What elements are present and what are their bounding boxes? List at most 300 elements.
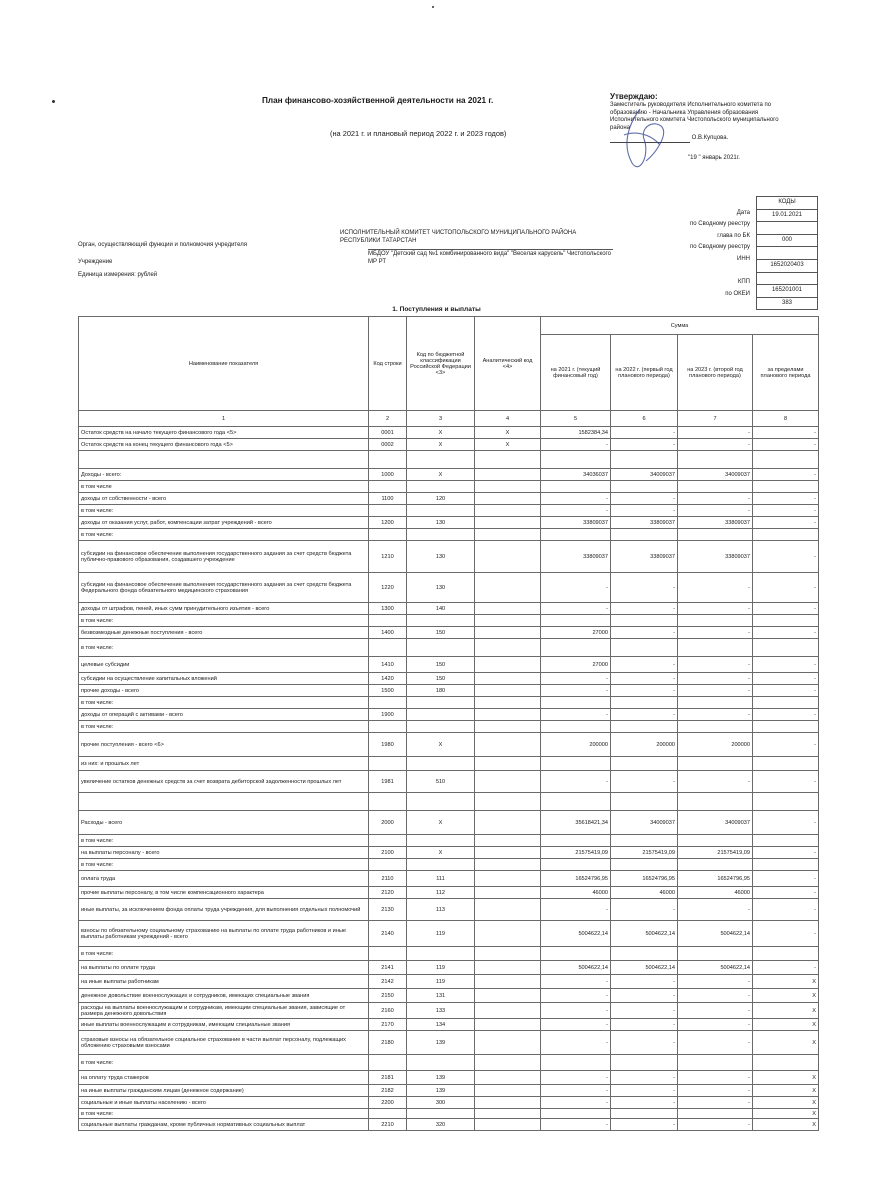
table-row xyxy=(79,505,819,517)
cell-v3 xyxy=(678,947,753,961)
column-numbers-row xyxy=(79,411,819,427)
cell-v3: - xyxy=(678,603,753,615)
cell-v1 xyxy=(541,697,611,709)
cell-v1: - xyxy=(541,1097,611,1109)
cell-v3: - xyxy=(678,427,753,439)
approval-date: "19 " январь 2021г. xyxy=(688,154,740,161)
table-row xyxy=(79,847,819,859)
cell-name: социальные выплаты гражданам, кроме публичных нормативных социальных выплат xyxy=(79,1119,369,1131)
cell-v2: - xyxy=(611,627,678,639)
cell-name: на оплату труда стажеров xyxy=(79,1071,369,1085)
cell-an xyxy=(475,493,541,505)
cell-bk: 120 xyxy=(407,493,475,505)
cell-v3: - xyxy=(678,1119,753,1131)
cell-code xyxy=(369,451,407,469)
cell-an xyxy=(475,1119,541,1131)
cell-v1: - xyxy=(541,673,611,685)
cell-v1: - xyxy=(541,505,611,517)
institution-label: Учреждение xyxy=(78,259,113,265)
cell-code: 2181 xyxy=(369,1071,407,1085)
table-row xyxy=(79,1031,819,1055)
cell-code: 2130 xyxy=(369,899,407,921)
table-row xyxy=(79,657,819,673)
reestr-label: по Сводному реестру xyxy=(690,221,750,228)
kpp-value: 165201001 xyxy=(756,285,818,298)
cell-v3 xyxy=(678,793,753,811)
cell-code xyxy=(369,505,407,517)
table-row xyxy=(79,961,819,975)
cell-code: 2160 xyxy=(369,1003,407,1019)
cell-bk xyxy=(407,859,475,871)
cell-v4: - xyxy=(753,541,819,573)
cell-v1: - xyxy=(541,1019,611,1031)
cell-an xyxy=(475,639,541,657)
cell-name: взносы по обязательному социальному страхованию на выплаты по оплате труда работников и иные выплаты работникам учреждений - всего xyxy=(79,921,369,947)
cell-v1: - xyxy=(541,603,611,615)
cell-code: 2150 xyxy=(369,989,407,1003)
cell-an xyxy=(475,1003,541,1019)
cell-code: 1900 xyxy=(369,709,407,721)
cell-v2: 34009037 xyxy=(611,811,678,835)
cell-bk: 131 xyxy=(407,989,475,1003)
cell-bk xyxy=(407,793,475,811)
cell-name: Доходы - всего: xyxy=(79,469,369,481)
cell-v1 xyxy=(541,757,611,771)
institution-value: МБДОУ "Детский сад №1 комбинированного вида" "Веселая карусель" Чистопольского МР РТ xyxy=(368,249,613,266)
cell-an xyxy=(475,859,541,871)
cell-v2: - xyxy=(611,439,678,451)
cell-an xyxy=(475,1085,541,1097)
cell-v4: Х xyxy=(753,1097,819,1109)
cell-v4: - xyxy=(753,603,819,615)
cell-an xyxy=(475,1097,541,1109)
cell-bk: 119 xyxy=(407,975,475,989)
cell-v2: - xyxy=(611,603,678,615)
cell-name: в том числе: xyxy=(79,1055,369,1071)
cell-v2: - xyxy=(611,657,678,673)
cell-v2: 200000 xyxy=(611,733,678,757)
cell-v4 xyxy=(753,757,819,771)
date-label: Дата xyxy=(736,209,750,216)
cell-name: в том числе: xyxy=(79,1109,369,1119)
cell-v2: - xyxy=(611,1119,678,1131)
cell-name: на выплаты персоналу - всего xyxy=(79,847,369,859)
cell-bk: 134 xyxy=(407,1019,475,1031)
cell-v1 xyxy=(541,721,611,733)
cell-v4: - xyxy=(753,811,819,835)
table-row xyxy=(79,887,819,899)
cell-v1: - xyxy=(541,573,611,603)
cell-code: 1400 xyxy=(369,627,407,639)
cell-bk: Х xyxy=(407,439,475,451)
cell-v3 xyxy=(678,639,753,657)
cell-bk: 139 xyxy=(407,1085,475,1097)
inn-value: 1652020403 xyxy=(756,260,818,273)
cell-code: 1200 xyxy=(369,517,407,529)
table-row xyxy=(79,871,819,887)
cell-code xyxy=(369,835,407,847)
cell-v1: - xyxy=(541,685,611,697)
cell-v4: - xyxy=(753,493,819,505)
document-subtitle: (на 2021 г. и плановый период 2022 г. и 2023 годов) xyxy=(330,129,507,138)
cell-v3 xyxy=(678,835,753,847)
cell-v3: - xyxy=(678,1031,753,1055)
cell-v4: Х xyxy=(753,975,819,989)
founder-value: ИСПОЛНИТЕЛЬНЫЙ КОМИТЕТ ЧИСТОПОЛЬСКОГО МУНИЦИПАЛЬНОГО РАЙОНА РЕСПУБЛИКИ ТАТАРСТАН xyxy=(340,230,577,244)
cell-v3: 34009037 xyxy=(678,811,753,835)
cell-v1: 1582384,34 xyxy=(541,427,611,439)
cell-v1: - xyxy=(541,1085,611,1097)
cell-bk xyxy=(407,481,475,493)
cell-v2: - xyxy=(611,709,678,721)
cell-name: прочие доходы - всего xyxy=(79,685,369,697)
cell-v4: - xyxy=(753,961,819,975)
cell-bk: 133 xyxy=(407,1003,475,1019)
cell-name: доходы от операций с активами - всего xyxy=(79,709,369,721)
cell-name: иные выплаты военнослужащим и сотрудникам, имеющим специальные звания xyxy=(79,1019,369,1031)
cell-v4: - xyxy=(753,627,819,639)
cell-v2: - xyxy=(611,505,678,517)
cell-bk xyxy=(407,1055,475,1071)
cell-v3 xyxy=(678,615,753,627)
cell-v3: - xyxy=(678,505,753,517)
table-row xyxy=(79,1085,819,1097)
table-row xyxy=(79,835,819,847)
cell-name: доходы от собственности - всего xyxy=(79,493,369,505)
cell-code xyxy=(369,529,407,541)
cell-bk: 112 xyxy=(407,887,475,899)
cell-v1: - xyxy=(541,439,611,451)
cell-v3: - xyxy=(678,1097,753,1109)
table-row xyxy=(79,1109,819,1119)
cell-an xyxy=(475,1071,541,1085)
header-2022: на 2022 г. (первый год планового периода) xyxy=(611,335,678,411)
cell-code: 2210 xyxy=(369,1119,407,1131)
cell-name: безвозмездные денежные поступления - всего xyxy=(79,627,369,639)
cell-v2 xyxy=(611,697,678,709)
cell-bk: 180 xyxy=(407,685,475,697)
cell-code: 1420 xyxy=(369,673,407,685)
cell-v2: - xyxy=(611,771,678,793)
cell-name: субсидии на финансовое обеспечение выполнения государственного задания за счет средств бюджета Федерального фонда обязательного медицинского страхования xyxy=(79,573,369,603)
cell-v2 xyxy=(611,639,678,657)
reestr-value xyxy=(756,247,818,260)
cell-v2: - xyxy=(611,685,678,697)
header-2021: на 2021 г. (текущий финансовый год) xyxy=(541,335,611,411)
cell-v4 xyxy=(753,529,819,541)
cell-bk xyxy=(407,639,475,657)
cell-v2: 33809037 xyxy=(611,541,678,573)
cell-an: Х xyxy=(475,439,541,451)
cell-an xyxy=(475,451,541,469)
cell-bk xyxy=(407,529,475,541)
cell-code: 1300 xyxy=(369,603,407,615)
cell-v4: Х xyxy=(753,1071,819,1085)
cell-v1: 33809037 xyxy=(541,517,611,529)
table-row xyxy=(79,481,819,493)
cell-v1: 33809037 xyxy=(541,541,611,573)
table-row xyxy=(79,1019,819,1031)
cell-code xyxy=(369,859,407,871)
cell-v2: - xyxy=(611,1019,678,1031)
cell-v3 xyxy=(678,757,753,771)
okei-value: 383 xyxy=(756,298,818,311)
cell-bk: Х xyxy=(407,733,475,757)
cell-v1: - xyxy=(541,709,611,721)
cell-code: 1000 xyxy=(369,469,407,481)
cell-v2 xyxy=(611,1055,678,1071)
cell-v2: - xyxy=(611,573,678,603)
cell-v3: 33809037 xyxy=(678,541,753,573)
cell-an xyxy=(475,709,541,721)
cell-bk: 320 xyxy=(407,1119,475,1131)
cell-v4 xyxy=(753,1055,819,1071)
cell-bk xyxy=(407,835,475,847)
cell-v2: - xyxy=(611,1071,678,1085)
cell-v4: Х xyxy=(753,1119,819,1131)
cell-v4: - xyxy=(753,847,819,859)
handwritten-signature xyxy=(610,105,670,175)
cell-v2: 46000 xyxy=(611,887,678,899)
table-row xyxy=(79,733,819,757)
cell-bk xyxy=(407,947,475,961)
cell-bk: Х xyxy=(407,469,475,481)
cell-an xyxy=(475,887,541,899)
empty-code xyxy=(756,273,818,286)
cell-code: 0002 xyxy=(369,439,407,451)
cell-v1 xyxy=(541,1109,611,1119)
cell-v3: - xyxy=(678,1071,753,1085)
table-row xyxy=(79,685,819,697)
cell-v3: 5004622,14 xyxy=(678,921,753,947)
cell-an xyxy=(475,1109,541,1119)
cell-v2: - xyxy=(611,1031,678,1055)
table-row xyxy=(79,793,819,811)
cell-name: субсидии на финансовое обеспечение выполнения государственного задания за счет средств бюджета публично-правового образования, создавшего учреждение xyxy=(79,541,369,573)
cell-bk: Х xyxy=(407,427,475,439)
cell-name: на иные выплаты работникам xyxy=(79,975,369,989)
approval-line: Заместитель руководителя Исполнительного комитета по xyxy=(610,102,772,108)
cell-v3: - xyxy=(678,1085,753,1097)
cell-v3: - xyxy=(678,685,753,697)
cell-v3 xyxy=(678,481,753,493)
cell-an xyxy=(475,733,541,757)
cell-v4: Х xyxy=(753,1003,819,1019)
cell-v1 xyxy=(541,793,611,811)
table-row xyxy=(79,603,819,615)
cell-code: 2142 xyxy=(369,975,407,989)
table-row xyxy=(79,899,819,921)
cell-an xyxy=(475,685,541,697)
cell-bk: 113 xyxy=(407,899,475,921)
codes-header: КОДЫ xyxy=(756,196,818,210)
cell-v1 xyxy=(541,529,611,541)
glava-label: глава по БК xyxy=(717,232,750,239)
cell-v1: 21575419,09 xyxy=(541,847,611,859)
cell-v2: - xyxy=(611,493,678,505)
cell-v2 xyxy=(611,1109,678,1119)
table-row xyxy=(79,439,819,451)
cell-name: в том числе: xyxy=(79,529,369,541)
codes-labels xyxy=(620,196,752,300)
cell-v2: - xyxy=(611,899,678,921)
cell-an xyxy=(475,899,541,921)
cell-an xyxy=(475,1019,541,1031)
cell-v3: - xyxy=(678,899,753,921)
cell-v1 xyxy=(541,947,611,961)
cell-bk: 130 xyxy=(407,541,475,573)
cell-v4: - xyxy=(753,709,819,721)
cell-name: из них: и прошлых лет xyxy=(79,757,369,771)
cell-bk: 119 xyxy=(407,921,475,947)
cell-name: в том числе: xyxy=(79,639,369,657)
column-number: 4 xyxy=(475,411,541,427)
cell-v1: 5004622,14 xyxy=(541,961,611,975)
cell-v3: 200000 xyxy=(678,733,753,757)
cell-an xyxy=(475,529,541,541)
cell-bk: 510 xyxy=(407,771,475,793)
cell-name: доходы от штрафов, пеней, иных сумм принудительного изъятия - всего xyxy=(79,603,369,615)
cell-name: на выплаты по оплате труда xyxy=(79,961,369,975)
cell-v3: - xyxy=(678,493,753,505)
cell-v4: Х xyxy=(753,1019,819,1031)
cell-v3: - xyxy=(678,1019,753,1031)
cell-an xyxy=(475,989,541,1003)
cell-bk: 300 xyxy=(407,1097,475,1109)
cell-v2: 33809037 xyxy=(611,517,678,529)
glava-value: 000 xyxy=(756,235,818,248)
cell-v4: - xyxy=(753,673,819,685)
date-value: 19.01.2021 xyxy=(756,210,818,223)
cell-bk: 140 xyxy=(407,603,475,615)
cell-name: субсидии на осуществление капитальных вложений xyxy=(79,673,369,685)
section-title: 1. Поступления и выплаты xyxy=(392,306,481,313)
header-analytic-code: Аналитический код <4> xyxy=(475,317,541,411)
table-row xyxy=(79,451,819,469)
cell-v1: - xyxy=(541,1003,611,1019)
cell-code: 2110 xyxy=(369,871,407,887)
cell-an xyxy=(475,481,541,493)
cell-name: расходы на выплаты военнослужащим и сотрудникам, имеющим специальные звания, зависящие от размера денежного довольствия xyxy=(79,1003,369,1019)
approval-heading: Утверждаю: xyxy=(610,92,658,101)
cell-v3: - xyxy=(678,627,753,639)
cell-bk xyxy=(407,451,475,469)
column-number: 8 xyxy=(753,411,819,427)
reestr-label: по Сводному реестру xyxy=(690,244,750,251)
cell-v2 xyxy=(611,793,678,811)
cell-v4: - xyxy=(753,771,819,793)
cell-v4: - xyxy=(753,657,819,673)
cell-v4 xyxy=(753,947,819,961)
cell-v1 xyxy=(541,859,611,871)
cell-v3: 21575419,09 xyxy=(678,847,753,859)
table-row xyxy=(79,811,819,835)
header-beyond: за пределами планового периода xyxy=(753,335,819,411)
cell-name: прочие выплаты персоналу, в том числе компенсационного характера xyxy=(79,887,369,899)
cell-code: 2000 xyxy=(369,811,407,835)
cell-an xyxy=(475,627,541,639)
cell-name: на иные выплаты гражданским лицам (денежное содержание) xyxy=(79,1085,369,1097)
table-row xyxy=(79,469,819,481)
cell-an xyxy=(475,835,541,847)
cell-bk xyxy=(407,721,475,733)
cell-v2: - xyxy=(611,1085,678,1097)
cell-v2: 5004622,14 xyxy=(611,921,678,947)
cell-v2: - xyxy=(611,975,678,989)
table-row xyxy=(79,697,819,709)
table-row xyxy=(79,989,819,1003)
cell-v4 xyxy=(753,721,819,733)
cell-code: 1500 xyxy=(369,685,407,697)
cell-name: в том числе: xyxy=(79,697,369,709)
cell-bk: 111 xyxy=(407,871,475,887)
table-row xyxy=(79,947,819,961)
cell-an xyxy=(475,847,541,859)
cell-v3 xyxy=(678,859,753,871)
table-row xyxy=(79,541,819,573)
cell-v1: - xyxy=(541,1031,611,1055)
cell-code: 2180 xyxy=(369,1031,407,1055)
cell-v1: - xyxy=(541,493,611,505)
cell-code xyxy=(369,1055,407,1071)
cell-v2: 5004622,14 xyxy=(611,961,678,975)
cell-v3: - xyxy=(678,1003,753,1019)
cell-name: прочие поступления - всего <6> xyxy=(79,733,369,757)
cell-code xyxy=(369,697,407,709)
table-row xyxy=(79,1071,819,1085)
cell-v4 xyxy=(753,859,819,871)
cell-v4: Х xyxy=(753,989,819,1003)
cell-v4: - xyxy=(753,505,819,517)
cell-code: 2182 xyxy=(369,1085,407,1097)
cell-code: 2120 xyxy=(369,887,407,899)
cell-an xyxy=(475,673,541,685)
cell-name: в том числе: xyxy=(79,947,369,961)
cell-v1 xyxy=(541,1055,611,1071)
table-row xyxy=(79,673,819,685)
cell-v3 xyxy=(678,697,753,709)
cell-name: Остаток средств на начало текущего финансового года <5> xyxy=(79,427,369,439)
cell-v2: - xyxy=(611,1097,678,1109)
cell-an xyxy=(475,811,541,835)
cell-code xyxy=(369,793,407,811)
table-row xyxy=(79,757,819,771)
table-row xyxy=(79,1003,819,1019)
column-number: 3 xyxy=(407,411,475,427)
cell-bk: Х xyxy=(407,811,475,835)
cell-bk xyxy=(407,697,475,709)
cell-code: 1980 xyxy=(369,733,407,757)
cell-v1: - xyxy=(541,899,611,921)
column-number: 2 xyxy=(369,411,407,427)
cell-v1: 16524796,95 xyxy=(541,871,611,887)
table-row xyxy=(79,771,819,793)
cell-v3: - xyxy=(678,975,753,989)
cell-v2: - xyxy=(611,673,678,685)
cell-v2 xyxy=(611,947,678,961)
cell-v2 xyxy=(611,757,678,771)
cell-bk: 130 xyxy=(407,517,475,529)
cell-an xyxy=(475,871,541,887)
cell-name: в том числе: xyxy=(79,859,369,871)
table-row xyxy=(79,975,819,989)
cell-code: 1410 xyxy=(369,657,407,673)
cell-an xyxy=(475,573,541,603)
cell-an xyxy=(475,961,541,975)
cell-v3: - xyxy=(678,771,753,793)
cell-v1: 46000 xyxy=(541,887,611,899)
founder-label: Орган, осуществляющий функции и полномочия учредителя xyxy=(78,242,247,248)
